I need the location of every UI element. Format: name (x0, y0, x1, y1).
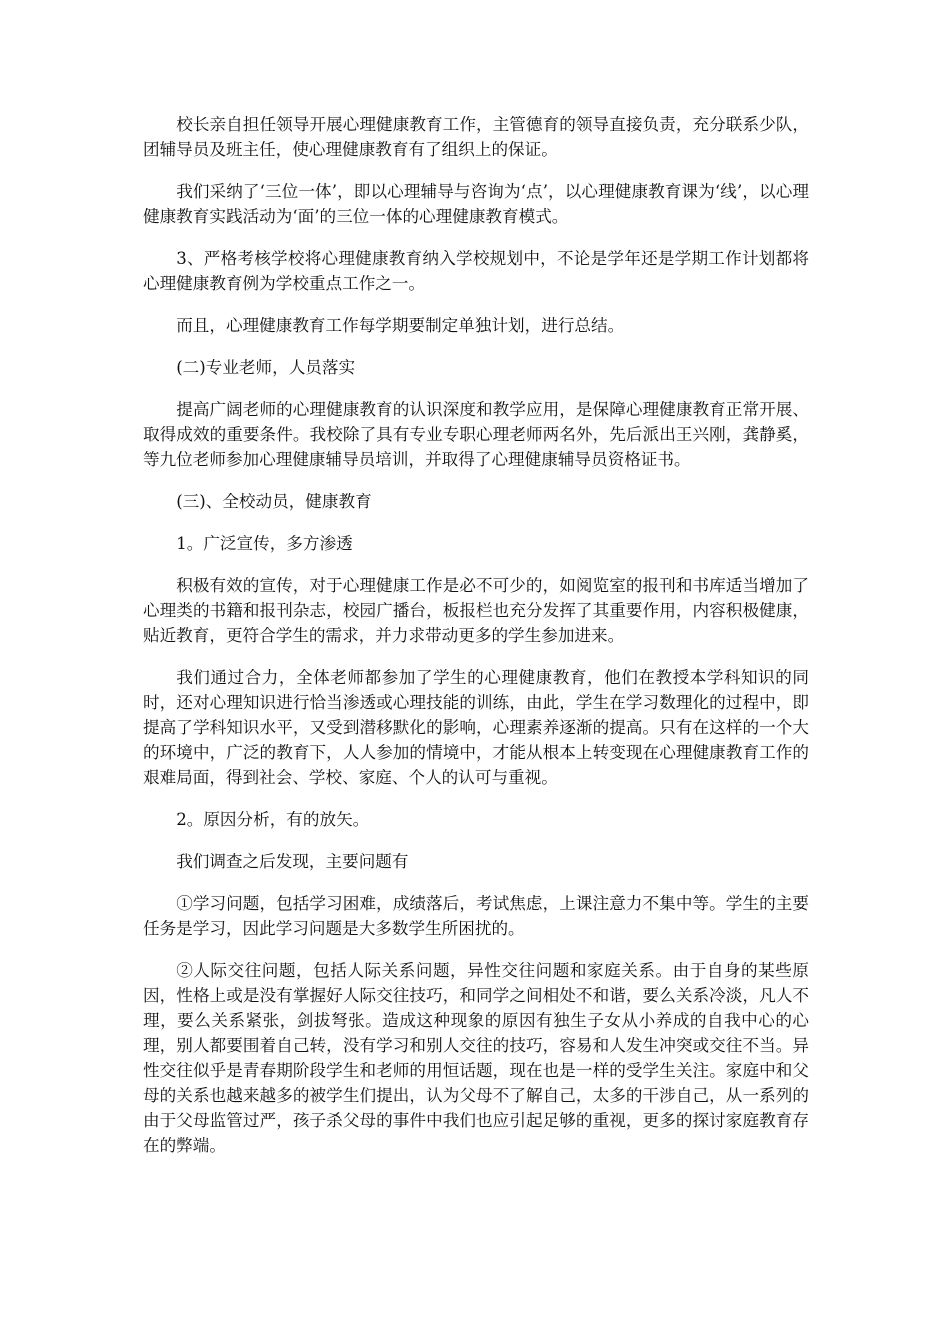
paragraph-three-in-one-model: 我们采纳了‘三位一体’，即以心理辅导与咨询为‘点’，以心理健康教育课为‘线’，以心理健康教育实践活动为‘面’的三位一体的心理健康教育模式。 (143, 182, 809, 226)
paragraph-separate-plan: 而且，心理健康教育工作每学期要制定单独计划，进行总结。 (176, 316, 625, 335)
paragraph-strict-assessment: 3、严格考核学校将心理健康教育纳入学校规划中，不论是学年还是学期工作计划都将心理健康教育例为学校重点工作之一。 (143, 249, 809, 293)
paragraph-survey-findings: 我们调查之后发现，主要问题有 (176, 852, 409, 871)
document-page (143, 112, 809, 1175)
paragraph-joint-effort: 我们通过合力，全体老师都参加了学生的心理健康教育，他们在教授本学科知识的同时，还对心理知识进行恰当渗透或心理技能的训练，由此，学生在学习数理化的过程中，即提高了学科知识水平，又受到潜移默化的影响，心理素养逐渐的提高。只有在这样的一个大的环境中，广泛的教育下，人人参加的情境中，才能从根本上转变现在心理健康教育工作的艰难局面，得到社会、学校、家庭、个人的认可与重视。 (143, 668, 809, 787)
paragraph-principal-leadership: 校长亲自担任领导开展心理健康教育工作，主管德育的领导直接负责，充分联系少队，团辅导员及班主任，使心理健康教育有了组织上的保证。 (143, 115, 809, 159)
paragraph-teacher-training: 提高广阔老师的心理健康教育的认识深度和教学应用，是保障心理健康教育正常开展、取得成效的重要条件。我校除了具有专业专职心理老师两名外，先后派出王兴刚，龚静奚，等九位老师参加心理健康辅导员培训，并取得了心理健康辅导员资格证书。 (143, 400, 809, 469)
subheading-cause-analysis: 2。原因分析，有的放矢。 (176, 810, 370, 829)
paragraph-publicity: 积极有效的宣传，对于心理健康工作是必不可少的，如阅览室的报刊和书库适当增加了心理类的书籍和报刊杂志，校园广播台，板报栏也充分发挥了其重要作用，内容积极健康，贴近教育，更符合学生的需求，并力求带动更多的学生参加进来。 (143, 576, 809, 645)
paragraph-learning-problems: ①学习问题，包括学习困难，成绩落后，考试焦虑，上课注意力不集中等。学生的主要任务是学习，因此学习问题是大多数学生所困扰的。 (143, 894, 809, 938)
paragraph-interpersonal-problems: ②人际交往问题，包括人际关系问题，异性交往问题和家庭关系。由于自身的某些原因，性格上或是没有掌握好人际交往技巧，和同学之间相处不和谐，要么关系冷淡，凡人不理，要么关系紧张，剑拔弩张。造成这种现象的原因有独生子女从小养成的自我中心的心理，别人都要围着自己转，没有学习和别人交往的技巧，容易和人发生冲突或交往不当。异性交往似乎是青春期阶段学生和老师的用恒话题，现在也是一样的受学生关注。家庭中和父母的关系也越来越多的被学生们提出，认为父母不了解自己，太多的干涉自己，从一系列的由于父母监管过严，孩子杀父母的事件中我们也应引起足够的重视，更多的探讨家庭教育存在的弊端。 (143, 961, 809, 1155)
heading-school-mobilization: (三)、全校动员，健康教育 (176, 492, 372, 511)
heading-professional-teachers: (二)专业老师，人员落实 (176, 358, 356, 377)
subheading-publicity: 1。广泛宣传，多方渗透 (176, 534, 353, 553)
